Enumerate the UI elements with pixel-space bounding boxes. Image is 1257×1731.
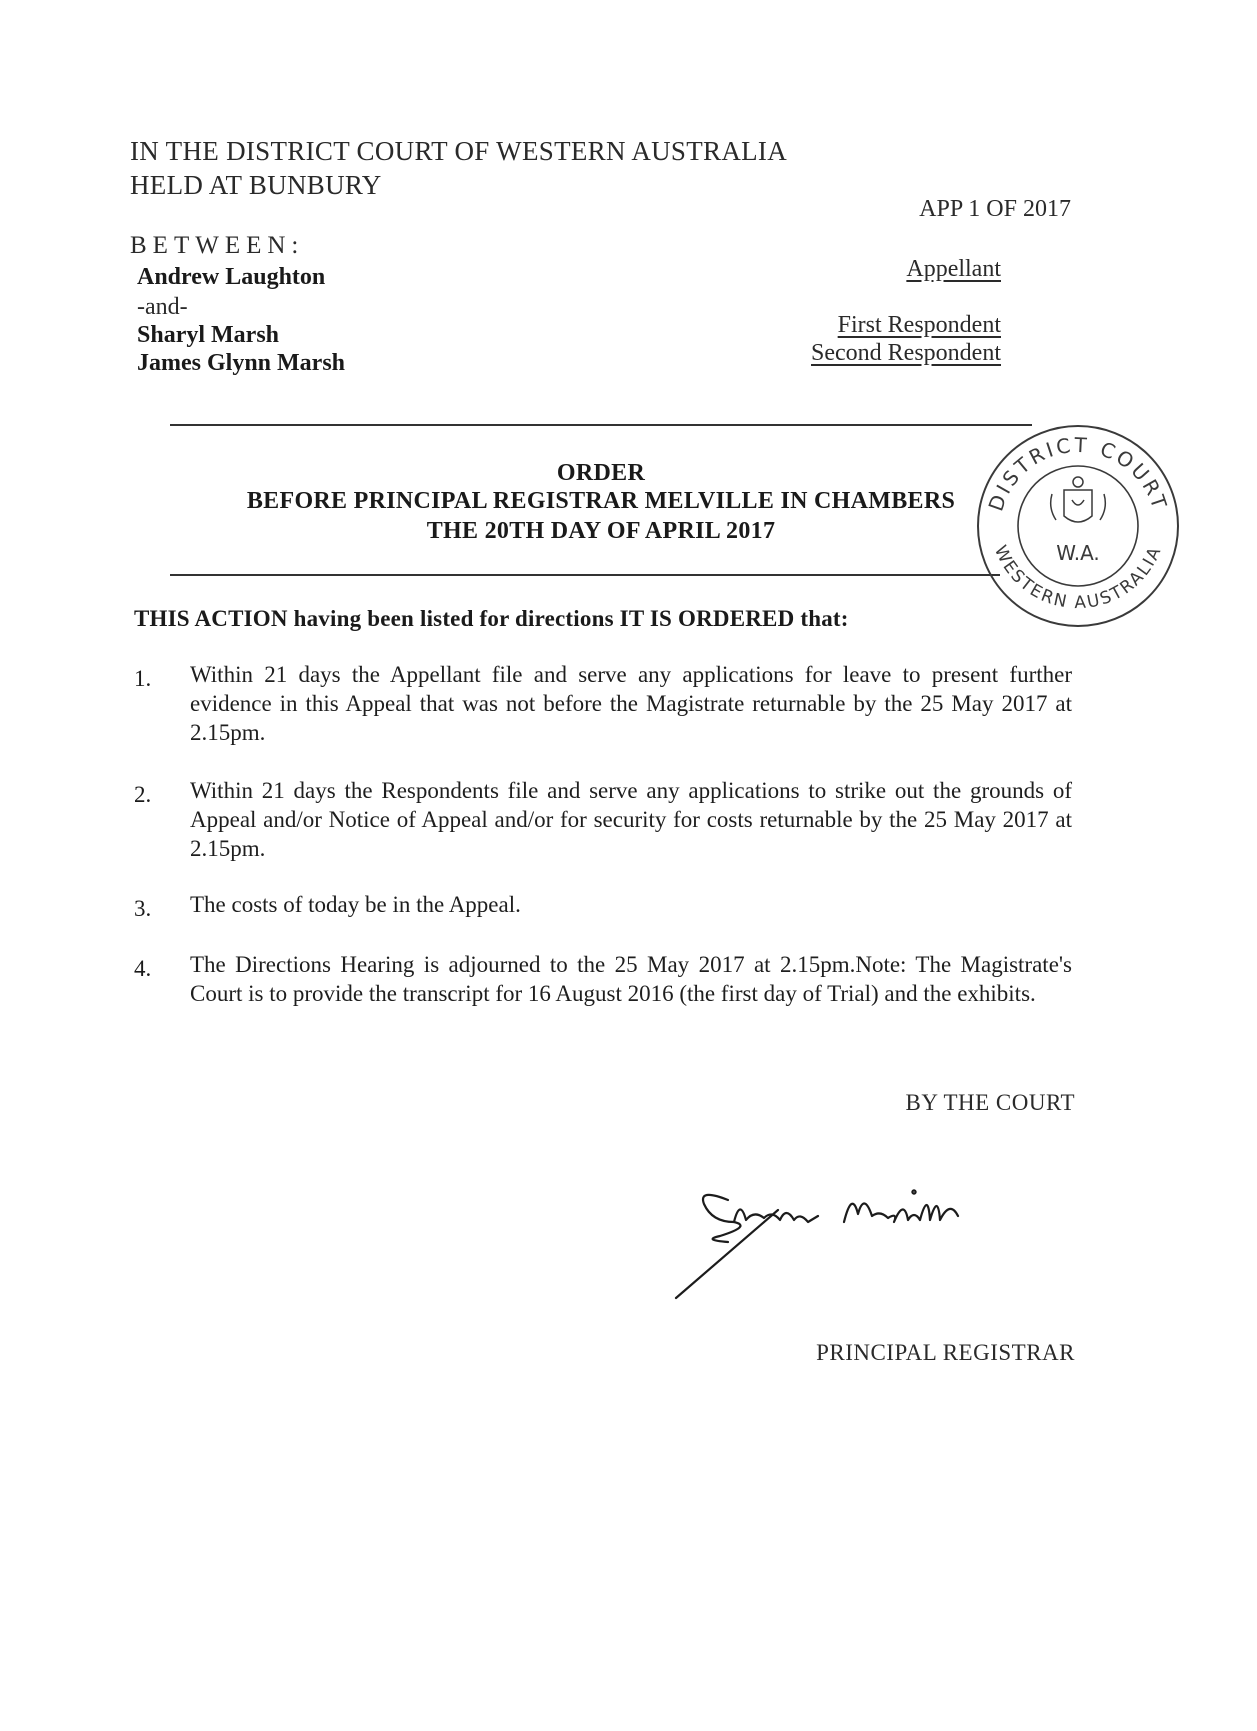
first-respondent-name: Sharyl Marsh (137, 322, 280, 348)
appellant-name: Andrew Laughton (137, 264, 326, 290)
second-respondent-role: Second Respondent (811, 340, 1001, 366)
item-number-4: 4. (134, 956, 152, 981)
appellant-role: Appellant (906, 256, 1001, 282)
order-date-line: THE 20TH DAY OF APRIL 2017 (426, 518, 776, 544)
seal-top-text: DISTRICT COURT (983, 432, 1173, 515)
order-before-line: BEFORE PRINCIPAL REGISTRAR MELVILLE IN CHAMBERS (246, 488, 956, 514)
first-respondent-role: First Respondent (837, 312, 1001, 338)
top-rule (170, 424, 1032, 426)
item-number-2: 2. (134, 782, 152, 807)
item-number-3: 3. (134, 896, 152, 921)
order-item-1: Within 21 days the Appellant file and serve any applications for leave to present further evidence in this Appeal that was not before the Magistrate returnable by the 25 May 2017 at 2.15pm. (190, 662, 1072, 745)
case-number: APP 1 OF 2017 (919, 196, 1071, 222)
svg-text:DISTRICT COURT (984, 433, 1173, 514)
order-intro: THIS ACTION having been listed for directions IT IS ORDERED that: (134, 606, 849, 631)
seal-bottom-text: WESTERN AUSTRALIA (989, 542, 1167, 614)
handwritten-signature (668, 1170, 1078, 1305)
seal-center-text: W.A. (1056, 541, 1100, 565)
order-title: ORDER (556, 460, 646, 486)
coat-of-arms-icon (1051, 477, 1106, 522)
and-label: -and- (137, 294, 188, 320)
order-item-2: Within 21 days the Respondents file and serve any applications to strike out the grounds of Appeal and/or Notice of Appeal and/or for security for costs returnable by the 25 May 2017 at 2.15pm. (190, 778, 1072, 861)
second-respondent-name: James Glynn Marsh (137, 350, 346, 376)
court-seal-stamp (972, 420, 1184, 632)
between-label: BETWEEN: (130, 232, 305, 259)
court-name-line: IN THE DISTRICT COURT OF WESTERN AUSTRALIA (130, 136, 788, 166)
order-item-4: The Directions Hearing is adjourned to the 25 May 2017 at 2.15pm.Note: The Magistrate's Court is to provide the transcript for 16 August 2016 (the first day of Trial) and the exhibits. (190, 952, 1072, 1006)
order-item-3: The costs of today be in the Appeal. (190, 892, 521, 917)
court-location-line: HELD AT BUNBURY (130, 170, 382, 200)
signatory-title: PRINCIPAL REGISTRAR (816, 1340, 1075, 1365)
by-the-court-label: BY THE COURT (905, 1090, 1075, 1115)
item-number-1: 1. (134, 666, 152, 691)
bottom-rule (170, 574, 1000, 576)
